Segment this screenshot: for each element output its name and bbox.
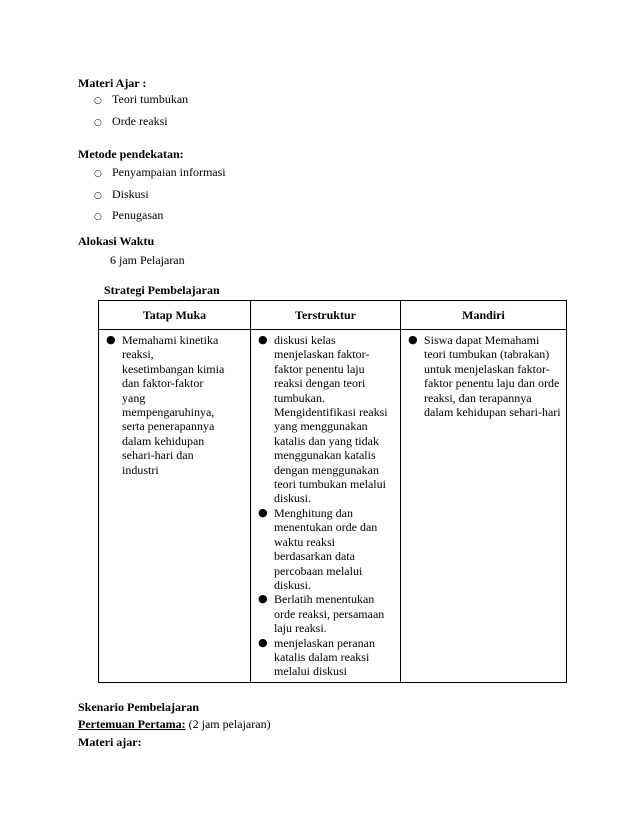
list-item: ● diskusi kelas menjelaskan faktor-faktor penentu laju reaksi dengan teori tumbukan. Mengidentifikasi reaksi yang menggunakan katalis dan yang tidak menggunakan katalis dengan menggunakan teori tumbukan melalui diskusi. [258, 333, 388, 506]
list-item: ○ Diskusi [94, 186, 149, 201]
table-row [99, 330, 567, 683]
hollow-bullet-icon: ○ [94, 169, 102, 179]
pertemuan-label: Pertemuan Pertama: [78, 717, 186, 731]
hollow-bullet-icon: ○ [94, 96, 102, 106]
strategi-table [98, 300, 567, 683]
materi-ajar-subheading: Materi ajar: [78, 735, 142, 749]
list-item: ○ Teori tumbukan [94, 92, 189, 106]
strategi-pembelajaran-heading: Strategi Pembelajaran [104, 283, 220, 297]
metode-pendekatan-heading: Metode pendekatan: [78, 147, 184, 161]
bullet-icon: ● [106, 333, 116, 346]
pertemuan-line [78, 717, 271, 731]
hollow-bullet-icon: ○ [94, 117, 102, 128]
list-item: ● Siswa dapat Memahami teori tumbukan (tabrakan) untuk menjelaskan faktor-faktor penentu laju dan orde reaksi, dan terapannya dalam kehidupan sehari-hari [408, 333, 561, 420]
cell-mandiri [401, 330, 567, 683]
cell-tatap-muka [99, 330, 251, 683]
list-item: ○ Penyampaian informasi [94, 165, 226, 179]
bullet-icon: ● [258, 592, 268, 606]
column-header-terstruktur: Terstruktur [251, 301, 401, 330]
list-item: ● menjelaskan peranan katalis dalam reaksi melalui diskusi [258, 635, 375, 679]
list-item: ● Menghitung dan menentukan orde dan waktu reaksi berdasarkan data percobaan melalui diskusi. [258, 505, 378, 592]
materi-ajar-heading: Materi Ajar : [78, 76, 147, 90]
skenario-pembelajaran-heading: Skenario Pembelajaran [78, 700, 199, 714]
table-header-row [99, 301, 567, 330]
bullet-icon: ● [408, 333, 418, 346]
hollow-bullet-icon: ○ [94, 190, 102, 201]
materi-ajar-list [94, 92, 188, 135]
bullet-icon: ● [258, 505, 268, 519]
list-item: ○ Orde reaksi [94, 113, 168, 128]
list-item: ○ Penugasan [94, 208, 164, 222]
metode-pendekatan-list [94, 165, 226, 230]
pertemuan-value: (2 jam pelajaran) [188, 717, 271, 731]
alokasi-waktu-heading: Alokasi Waktu [78, 234, 155, 248]
column-header-mandiri: Mandiri [401, 301, 567, 330]
bullet-icon: ● [258, 635, 268, 649]
column-header-tatap-muka: Tatap Muka [99, 301, 251, 330]
alokasi-waktu-value: 6 jam Pelajaran [110, 253, 185, 267]
hollow-bullet-icon: ○ [94, 212, 102, 222]
bullet-icon: ● [258, 333, 268, 346]
list-item: ● Berlatih menentukan orde reaksi, persamaan laju reaksi. [258, 592, 385, 636]
cell-terstruktur [251, 330, 401, 683]
list-item: ● Memahami kinetika reaksi, kesetimbangan kimia dan faktor-faktor yang mempengaruhinya, serta penerapannya dalam kehidupan sehari-hari dan industri [106, 333, 225, 477]
